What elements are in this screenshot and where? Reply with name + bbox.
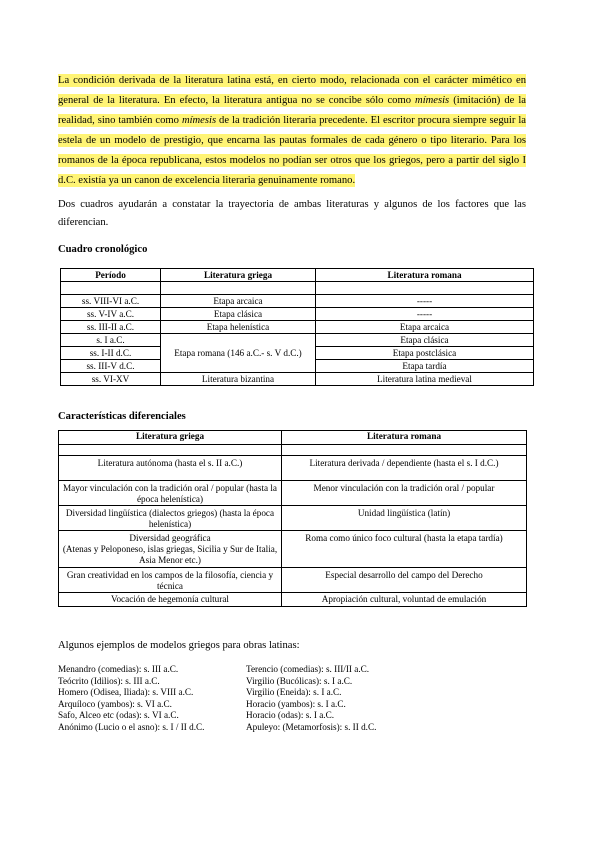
text-segment: (imitación) de la realidad, sino también como bbox=[58, 95, 526, 126]
cell-periodo: ss. VI-XV bbox=[61, 373, 161, 386]
chronology-header-row bbox=[61, 269, 534, 282]
cell-griega: Diversidad lingüística (dialectos griegos) (hasta la época helenística) bbox=[59, 506, 282, 531]
list-item: Virgilio (Eneida): s. I a.C. bbox=[246, 687, 342, 697]
cell-griega: Diversidad geográfica (Atenas y Peloponeso, islas griegas, Sicilia y Sur de Italia, Asia Menor etc.) bbox=[59, 531, 282, 568]
cell-periodo: ss. III-V d.C. bbox=[61, 360, 161, 373]
characteristics-table bbox=[58, 430, 527, 607]
cell-romana: Menor vinculación con la tradición oral / popular bbox=[282, 481, 527, 506]
table-row bbox=[59, 456, 527, 481]
cell-romana: Literatura latina medieval bbox=[316, 373, 534, 386]
header-romana: Literatura romana bbox=[316, 269, 534, 282]
cell-romana: Especial desarrollo del campo del Derecho bbox=[282, 568, 527, 593]
table-row bbox=[61, 295, 534, 308]
cell-periodo: ss. VIII-VI a.C. bbox=[61, 295, 161, 308]
cell-griega: Etapa arcaica bbox=[161, 295, 316, 308]
cell-periodo: ss. I-II d.C. bbox=[61, 347, 161, 360]
text-segment: La condición derivada de la literatura latina está, en cierto modo, relacionada con el carácter mimético en general de la literatura. En efecto, la literatura antigua no se concibe sólo como bbox=[58, 75, 526, 106]
table-row bbox=[59, 593, 527, 607]
table-row bbox=[59, 506, 527, 531]
list-item: Terencio (comedias): s. III/II a.C. bbox=[246, 664, 370, 674]
characteristics-heading: Características diferenciales bbox=[58, 411, 186, 422]
characteristics-header-row bbox=[59, 431, 527, 445]
examples-greek-list bbox=[58, 664, 204, 733]
cell-romana: Etapa tardía bbox=[316, 360, 534, 373]
cell-romana: Etapa arcaica bbox=[316, 321, 534, 334]
cell-griega: Mayor vinculación con la tradición oral / popular (hasta la época helenística) bbox=[59, 481, 282, 506]
cell-griega: Gran creatividad en los campos de la filosofía, ciencia y técnica bbox=[59, 568, 282, 593]
text-segment: de la tradición literaria precedente. El escritor procura siempre seguir la estela de un modelo de prestigio, que encarna las pautas formales de cada género o tipo literario. Para los romanos de la época republicana, estos modelos no podían ser otros que los griegos, pero a partir del siglo I d.C. existía ya un canon de excelencia literaria genuinamente romano. bbox=[58, 115, 526, 186]
header-periodo: Período bbox=[61, 269, 161, 282]
cell-romana: Unidad lingüística (latín) bbox=[282, 506, 527, 531]
header-romana: Literatura romana bbox=[282, 431, 527, 445]
italic-term: mímesis bbox=[181, 115, 217, 126]
cell-griega-merged: Etapa romana (146 a.C.- s. V d.C.) bbox=[161, 334, 316, 373]
list-item: Teócrito (Idilios): s. III a.C. bbox=[58, 675, 160, 686]
comparison-paragraph: Dos cuadros ayudarán a constatar la trayectoria de ambas literaturas y algunos de los factores que las diferencian. bbox=[58, 199, 526, 228]
table-row bbox=[61, 308, 534, 321]
list-item: Apuleyo: (Metamorfosis): s. II d.C. bbox=[246, 721, 377, 732]
cell-griega: Etapa helenística bbox=[161, 321, 316, 334]
cell-romana: Literatura derivada / dependiente (hasta el s. I d.C.) bbox=[282, 456, 527, 481]
list-item: Horacio (odas): s. I a.C. bbox=[246, 710, 335, 720]
list-item: Arquíloco (yambos): s. VI a.C. bbox=[58, 698, 172, 709]
cell-periodo: ss. III-II a.C. bbox=[61, 321, 161, 334]
cell-romana: Roma como único foco cultural (hasta la etapa tardía) bbox=[282, 531, 527, 568]
chronology-table bbox=[60, 268, 534, 386]
table-row bbox=[59, 481, 527, 506]
examples-latin-list bbox=[246, 664, 376, 733]
cell-romana: Etapa postclásica bbox=[316, 347, 534, 360]
cell-griega: Literatura autónoma (hasta el s. II a.C.) bbox=[59, 456, 282, 481]
list-item: Anónimo (Lucio o el asno): s. I / II d.C. bbox=[58, 721, 205, 732]
list-item: Safo, Alceo etc (odas): s. VI a.C. bbox=[58, 710, 179, 720]
header-griega: Literatura griega bbox=[161, 269, 316, 282]
cell-romana: Apropiación cultural, voluntad de emulación bbox=[282, 593, 527, 607]
list-item: Horacio (yambos): s. I a.C. bbox=[246, 698, 346, 709]
cell-griega: Vocación de hegemonía cultural bbox=[59, 593, 282, 607]
cell-romana: Etapa clásica bbox=[316, 334, 534, 347]
table-row bbox=[61, 321, 534, 334]
cell-romana: ----- bbox=[316, 308, 534, 321]
examples-title: Algunos ejemplos de modelos griegos para obras latinas: bbox=[58, 640, 300, 651]
header-griega: Literatura griega bbox=[59, 431, 282, 445]
cell-periodo: ss. V-IV a.C. bbox=[61, 308, 161, 321]
cell-periodo: s. I a.C. bbox=[61, 334, 161, 347]
italic-term: mímesis bbox=[415, 95, 450, 106]
cell-griega: Etapa clásica bbox=[161, 308, 316, 321]
table-row bbox=[61, 373, 534, 386]
table-row bbox=[59, 568, 527, 593]
list-item: Menandro (comedias): s. III a.C. bbox=[58, 664, 179, 674]
intro-paragraph bbox=[58, 71, 526, 191]
table-row bbox=[59, 531, 527, 568]
blank-row bbox=[61, 282, 534, 295]
chronology-heading: Cuadro cronológico bbox=[58, 244, 148, 255]
list-item: Virgilio (Bucólicas): s. I a.C. bbox=[246, 675, 353, 686]
cell-griega: Literatura bizantina bbox=[161, 373, 316, 386]
cell-romana: ----- bbox=[316, 295, 534, 308]
table-row bbox=[61, 334, 534, 347]
list-item: Homero (Odisea, Iliada): s. VIII a.C. bbox=[58, 687, 194, 697]
blank-row bbox=[59, 445, 527, 456]
